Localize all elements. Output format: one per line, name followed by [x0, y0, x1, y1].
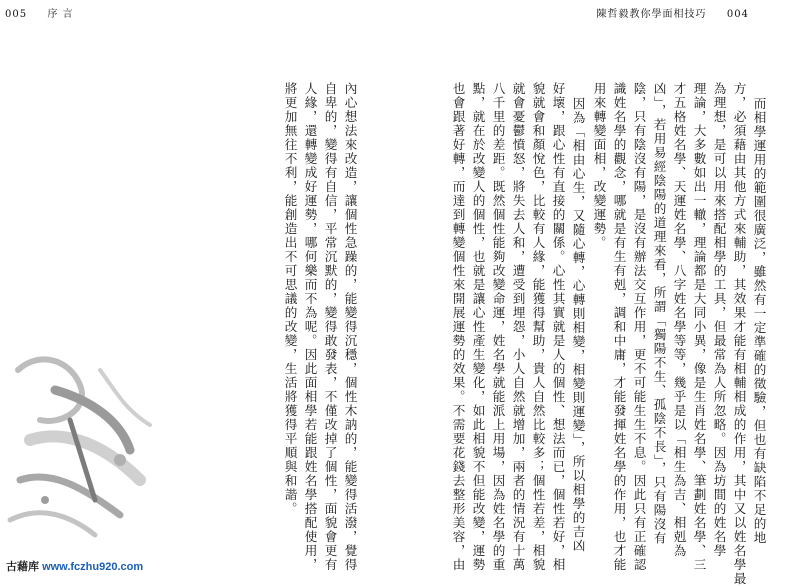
left-page-title: 序 言	[47, 9, 74, 20]
text-column-12: 貌就會和顏悅色，比較有人緣，能獲得幫助，貴人自然比較多；個性若差，相貌	[530, 82, 546, 572]
text-column-3: 為理想，是可以用來搭配相學的工具，但最常為人所忽略。因為坊間的姓名學	[711, 82, 727, 558]
text-column-14: 八千里的差距。既然個性能夠改變命運，姓名學就能派上用場，因為姓名學的重	[490, 82, 506, 572]
text-column-8: 識姓名學的觀念，哪就是有生有剋，調和中庸，才能發揮姓名學的作用，也才能	[611, 82, 627, 572]
site-watermark	[6, 558, 143, 574]
left-page-header	[5, 5, 74, 20]
text-column-15: 點，就在於改變人的個性，也就是讓心性產生變化，如此相貌不但能改變，運勢	[470, 82, 486, 572]
text-column-19: 人緣，還轉變成好運勢，哪何樂而不為呢。因此面相學若能跟姓名學搭配使用，	[302, 82, 318, 572]
site-watermark-name: 古藉库	[6, 561, 39, 573]
left-page-number: 005	[5, 9, 28, 20]
text-column-18: 自卑的，變得有自信，平常沉默的，變得敢發表，不僅改掉了個性，面貌會更有	[322, 82, 338, 572]
right-page-title: 陳哲毅教你學面相技巧	[596, 9, 707, 20]
right-page-number: 004	[726, 9, 749, 20]
site-watermark-url: www.fczhu920.com	[42, 561, 144, 573]
text-column-7: 陰，只有陰沒有陽，是沒有辦法交互作用，更不可能生生不息。因此只有正確認	[631, 82, 647, 572]
text-column-6: 凶」，若用易經陰陽的道理來看，所謂「獨陽不生、孤陰不長」，只有陽沒有	[651, 82, 667, 546]
text-column-2: 方，必須藉由其他方式來輔助，其效果才能有相輔相成的作用，其中又以姓名學最	[731, 82, 747, 586]
text-column-11: 好壞，跟心性有直接的關係。心性其實就是人的個性、想法而已，個性若好，相	[550, 82, 566, 572]
text-column-5: 才五格姓名學、天運姓名學、八字姓名學等等，幾乎是以「相生為吉、相剋為	[671, 82, 687, 558]
text-column-4: 理論，大多數如出一轍，理論都是大同小異，像是生肖姓名學、筆劃姓名學、三	[691, 82, 707, 572]
text-column-17: 內心想法來改造，讓個性急躁的，能變得沉穩，個性木訥的，能變得活潑，覺得	[342, 82, 358, 572]
text-column-10: 因為「相由心生，又隨心轉，心轉則相變，相變則運變」，所以相學的吉凶	[570, 97, 586, 553]
brush-art-decoration	[0, 330, 170, 560]
text-column-9: 用來轉變面相，改變運勢。	[591, 82, 607, 250]
text-column-1: 而相學運用的範圍很廣泛，雖然有一定準確的徵驗，但也有缺陷不足的地	[751, 97, 767, 545]
text-column-20: 將更加無往不利，能創造出不可思議的改變，生活將獲得平順與和諧。	[282, 82, 298, 516]
text-column-16: 也會跟著好轉，而達到轉變個性來開展運勢的效果。不需要花錢去整形美容，由	[450, 82, 466, 572]
text-column-13: 就會憂鬱憤怒，將失去人和，遭受到埋怨，小人自然就增加，兩者的情況有十萬	[510, 82, 526, 572]
right-page-header	[597, 5, 749, 20]
